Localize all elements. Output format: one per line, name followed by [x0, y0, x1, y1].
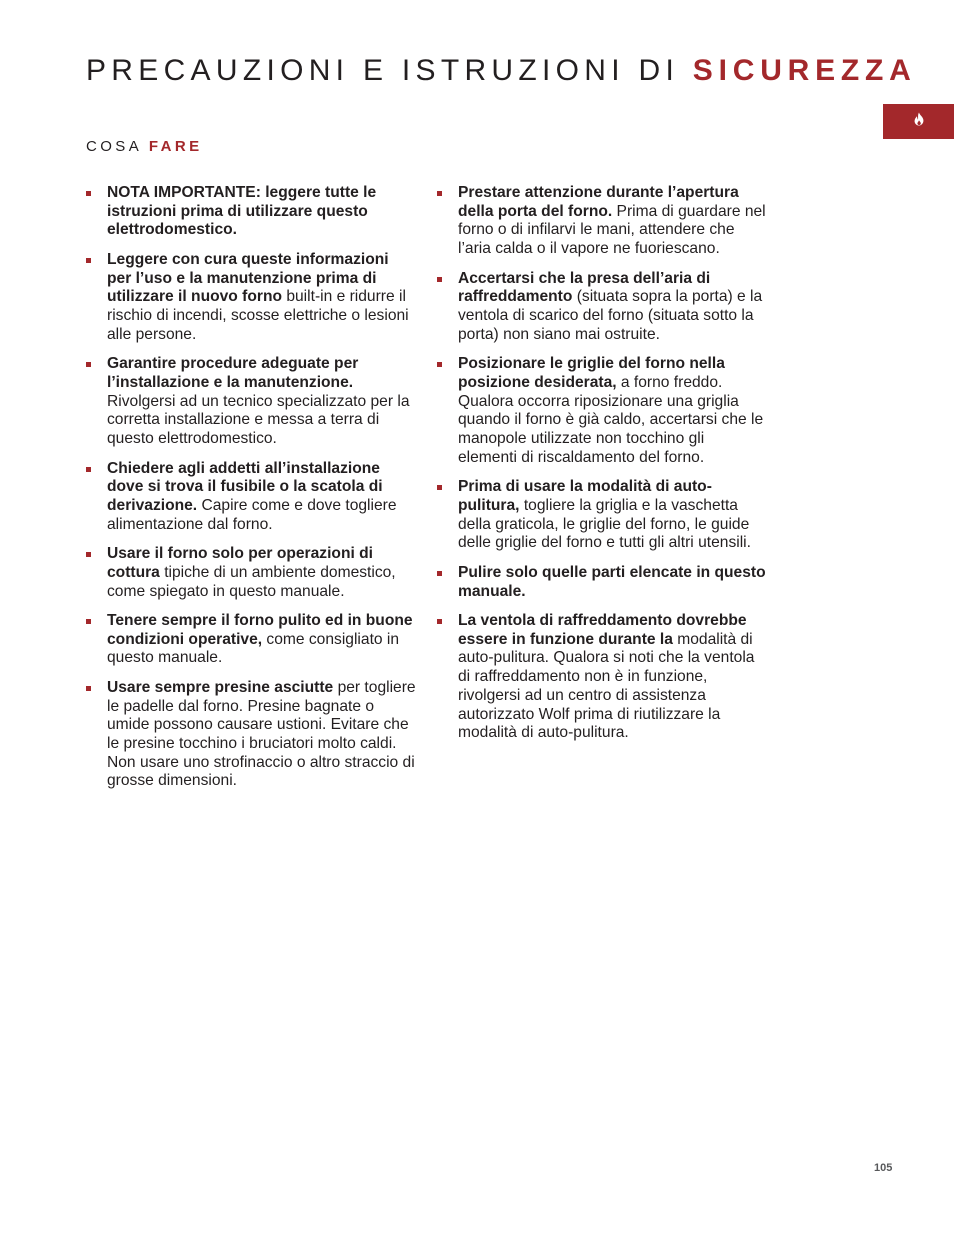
page-title-main: PRECAUZIONI E ISTRUZIONI DI: [86, 54, 680, 88]
item-bold-text: Usare sempre presine asciutte: [107, 678, 334, 696]
item-bold-text: Tenere sempre il forno pulito ed in buone condizioni operative,: [107, 612, 413, 648]
item-bold-text: Leggere con cura queste informazioni per l’uso e la manutenzione prima di utilizzare il nuovo forno: [107, 250, 389, 306]
item-text: (situata sopra la porta) e la ventola di scarico del forno (situata sotto la porta) non siano mai ostruite.: [458, 288, 763, 343]
item-text: togliere la griglia e la vaschetta della graticola, le griglie del forno, le guide delle griglie del forno e tutti gli altri utensili.: [458, 496, 751, 552]
list-item: [86, 355, 416, 449]
section-heading-main: COSA: [86, 138, 142, 155]
bullet-icon: [86, 552, 91, 557]
list-item: [437, 478, 767, 553]
list-item: [437, 564, 767, 601]
bullet-icon: [437, 485, 442, 490]
bullet-icon: [86, 619, 91, 624]
list-item: [437, 612, 767, 743]
list-item: [86, 184, 416, 240]
list-item: [86, 679, 416, 791]
item-text: a forno freddo. Qualora occorra riposizionare una griglia quando il forno è già caldo, accertarsi che le manopole utilizzate non tocchino gli elementi di riscaldamento del forno.: [458, 373, 764, 466]
item-bold-text: Posizionare le griglie del forno nella posizione desiderata,: [458, 355, 725, 391]
list-item: [86, 612, 416, 668]
flame-icon: [913, 112, 925, 131]
item-text: tipiche di un ambiente domestico, come spiegato in questo manuale.: [107, 563, 396, 600]
bullet-icon: [437, 277, 442, 282]
item-text: come consigliato in questo manuale.: [107, 630, 400, 667]
list-item: [86, 545, 416, 601]
left-column-list: [86, 184, 416, 802]
bullet-icon: [86, 258, 91, 263]
list-item: [437, 355, 767, 467]
bullet-icon: [437, 571, 442, 576]
item-bold-text: Pulire solo quelle parti elencate in questo manuale.: [458, 563, 766, 600]
right-column-list: [437, 184, 767, 754]
item-text: built-in e ridurre il rischio di incendi, scosse elettriche o lesioni alle persone.: [107, 288, 409, 343]
item-text: modalità di auto-pulitura. Qualora si noti che la ventola di raffreddamento non è in funzione, rivolgersi ad un centro di assistenza autorizzato Wolf prima di riutilizzare la modalità di auto-pulitura.: [458, 630, 755, 742]
section-tab: [883, 104, 954, 139]
list-item: [86, 251, 416, 345]
bullet-icon: [86, 191, 91, 196]
item-bold-text: Prestare attenzione durante l’apertura della porta del forno.: [458, 184, 739, 220]
list-item: [437, 184, 767, 259]
item-bold-text: La ventola di raffreddamento dovrebbe essere in funzione durante la: [458, 612, 747, 648]
list-item: [86, 460, 416, 535]
item-bold-text: Prima di usare la modalità di auto-pulitura,: [458, 478, 712, 514]
bullet-icon: [86, 362, 91, 367]
bullet-icon: [437, 362, 442, 367]
section-heading-accent: FARE: [148, 138, 203, 155]
item-text: Rivolgersi ad un tecnico specializzato per la corretta installazione e messa a terra di questo elettrodomestico.: [107, 392, 410, 448]
page-title: [86, 54, 917, 88]
item-text: per togliere le padelle dal forno. Presine bagnate o umide possono causare ustioni. Evitare che le presine tocchino i bruciatori molto caldi. Non usare uno strofinaccio o altro straccio di grosse dimensioni.: [107, 678, 416, 790]
item-text: Capire come e dove togliere alimentazione dal forno.: [107, 496, 397, 533]
item-bold-text: Chiedere agli addetti all’installazione dove si trova il fusibile o la scatola di derivazione.: [107, 459, 383, 514]
item-bold-text: Usare il forno solo per operazioni di cottura: [107, 545, 373, 581]
item-text: Prima di guardare nel forno o di infilarvi le mani, attendere che l’aria calda o il vapore ne fuoriescano.: [458, 202, 766, 258]
section-heading: [86, 138, 202, 155]
item-bold-text: Accertarsi che la presa dell’aria di raffreddamento: [458, 269, 711, 306]
bullet-icon: [437, 619, 442, 624]
page-title-accent: SICUREZZA: [692, 54, 917, 88]
list-item: [437, 270, 767, 345]
item-bold-text: Garantire procedure adeguate per l’installazione e la manutenzione.: [107, 355, 359, 391]
item-bold-text: NOTA IMPORTANTE: leggere tutte le istruzioni prima di utilizzare questo elettrodomestico.: [107, 184, 377, 239]
page-number: 105: [874, 1162, 893, 1174]
bullet-icon: [86, 467, 91, 472]
bullet-icon: [86, 686, 91, 691]
bullet-icon: [437, 191, 442, 196]
